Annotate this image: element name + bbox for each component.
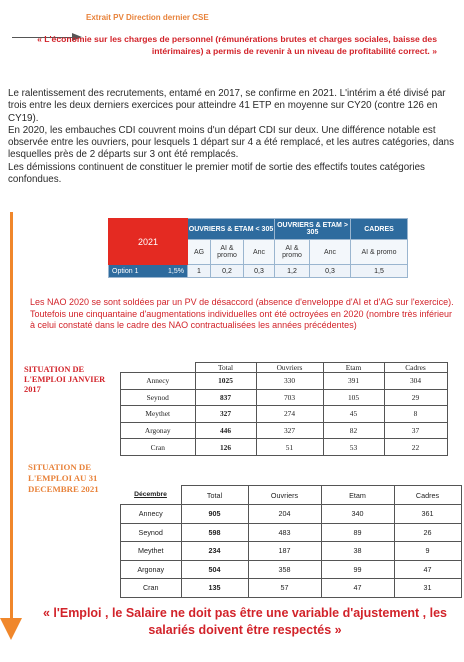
arrow-down-icon [0,618,22,640]
etam-cell: 45 [323,406,384,423]
nao-value: 1,5 [351,265,408,278]
table-header: Etam [323,363,384,373]
table-row [121,422,448,439]
table-header: Cadres [384,363,447,373]
total-cell: 327 [195,406,256,423]
site-name: Annecy [121,373,196,390]
cadres-cell: 9 [394,542,461,561]
situation-2021-table [120,485,462,598]
table-row [121,439,448,456]
table-header: Décembre [121,486,182,505]
nao-option-rate: 1,5% [168,267,184,275]
cadres-cell: 304 [384,373,447,390]
nao-row-label [109,265,188,278]
total-cell: 905 [181,505,248,524]
cadres-cell: 37 [384,422,447,439]
cadres-cell: 31 [394,579,461,598]
etam-cell: 53 [323,439,384,456]
etam-cell: 391 [323,373,384,390]
ouvriers-cell: 330 [256,373,323,390]
paragraph-resignations: Les démissions continuent de constituer le premier motif de sortie des effectifs toutes catégories confondues. [8,161,425,186]
paragraph-recruitment: Le ralentissement des recrutements, entamé en 2017, se confirme en 2021. L'intérim a été divisé par trois entre les deux derniers exercices pour atteindre 41 ETP en moyenne sur CY20 (contre 126 en CY19). [8,88,446,124]
etam-cell: 340 [321,505,394,524]
cadres-cell: 361 [394,505,461,524]
nao-value: 0,3 [310,265,351,278]
total-cell: 504 [181,560,248,579]
table-header: Cadres [394,486,461,505]
ouvriers-cell: 358 [248,560,321,579]
ouvriers-cell: 703 [256,389,323,406]
ouvriers-cell: 51 [256,439,323,456]
situation-2017-title: SITUATION DE L'EMPLOI JANVIER 2017 [24,365,106,394]
table-row [121,505,462,524]
site-name: Meythet [121,542,182,561]
nao-group-header: CADRES [351,219,408,240]
site-name: Seynod [121,389,196,406]
nao-year: 2021 [109,219,188,265]
total-cell: 598 [181,523,248,542]
site-name: Argonay [121,560,182,579]
nao-group-header: OUVRIERS & ETAM < 305 [188,219,275,240]
total-cell: 135 [181,579,248,598]
nao-option-label: Option 1 [112,267,139,275]
total-cell: 837 [195,389,256,406]
nao-group-header: OUVRIERS & ETAM > 305 [275,219,351,240]
nao-text: Les NAO 2020 se sont soldées par un PV de désaccord (absence d'enveloppe d'AI et d'AG sur l'exercice). Toutefois une cinquantaine d'augmentations individuelles ont été octroyées en 2020 (nombre très inférieur à celui constaté dans le cadre des NAO contractualisées les années précédentes) [30,297,454,331]
situation-2021-title: SITUATION DE L'EMPLOI AU 31 DECEMBRE 2021 [28,462,99,494]
footer-quote: « l'Emploi , le Salaire ne doit pas être une variable d'ajustement , les salariés doivent être respectés » [42,606,447,637]
table-header: Ouvriers [256,363,323,373]
ouvriers-cell: 57 [248,579,321,598]
total-cell: 234 [181,542,248,561]
nao-subheader: Anc [244,240,275,265]
nao-subheader: AI & promo [211,240,244,265]
total-cell: 126 [195,439,256,456]
site-name: Argonay [121,422,196,439]
table-header [121,363,196,373]
nao-value: 0,3 [244,265,275,278]
etam-cell: 99 [321,560,394,579]
table-header: Ouvriers [248,486,321,505]
ouvriers-cell: 204 [248,505,321,524]
total-cell: 446 [195,422,256,439]
table-row [121,523,462,542]
etam-cell: 47 [321,579,394,598]
table-row [121,406,448,423]
cadres-cell: 22 [384,439,447,456]
ouvriers-cell: 327 [256,422,323,439]
situation-2017-table [120,362,448,456]
table-row [121,579,462,598]
table-row [121,389,448,406]
nao-value: 0,2 [211,265,244,278]
table-header: Total [181,486,248,505]
table-header: Total [195,363,256,373]
site-name: Cran [121,579,182,598]
body-paragraphs [8,88,454,186]
direction-quote: « L'économie sur les charges de personnel (rémunérations brutes et charges sociales, baisse des intérimaires) a permis de revenir à un niveau de profitabilité correct. » [37,34,437,56]
table-header: Etam [321,486,394,505]
etam-cell: 38 [321,542,394,561]
ouvriers-cell: 483 [248,523,321,542]
paragraph-cdi: En 2020, les embauches CDI couvrent moins d'un départ CDI sur deux. Une différence notable est observée entre les ouvriers, pour lesquels 1 départ sur 4 a été remplacé, et les autres catégories, dans lesquelles près de 2 départs sur 3 ont été remplacés. [8,124,455,161]
site-name: Meythet [121,406,196,423]
cadres-cell: 47 [394,560,461,579]
site-name: Seynod [121,523,182,542]
site-name: Annecy [121,505,182,524]
cadres-cell: 26 [394,523,461,542]
ouvriers-cell: 274 [256,406,323,423]
nao-subheader: AI & promo [351,240,408,265]
cadres-cell: 29 [384,389,447,406]
nao-table [108,218,408,278]
nao-subheader: Anc [310,240,351,265]
total-cell: 1025 [195,373,256,390]
nao-subheader: AI & promo [275,240,310,265]
table-row [121,373,448,390]
timeline-bar [10,212,13,622]
cadres-cell: 8 [384,406,447,423]
etam-cell: 105 [323,389,384,406]
site-name: Cran [121,439,196,456]
nao-subheader: AG [188,240,211,265]
table-row [121,542,462,561]
etam-cell: 82 [323,422,384,439]
table-row [121,560,462,579]
document-header-title: Extrait PV Direction dernier CSE [86,13,209,22]
nao-value: 1 [188,265,211,278]
ouvriers-cell: 187 [248,542,321,561]
etam-cell: 89 [321,523,394,542]
nao-value: 1,2 [275,265,310,278]
